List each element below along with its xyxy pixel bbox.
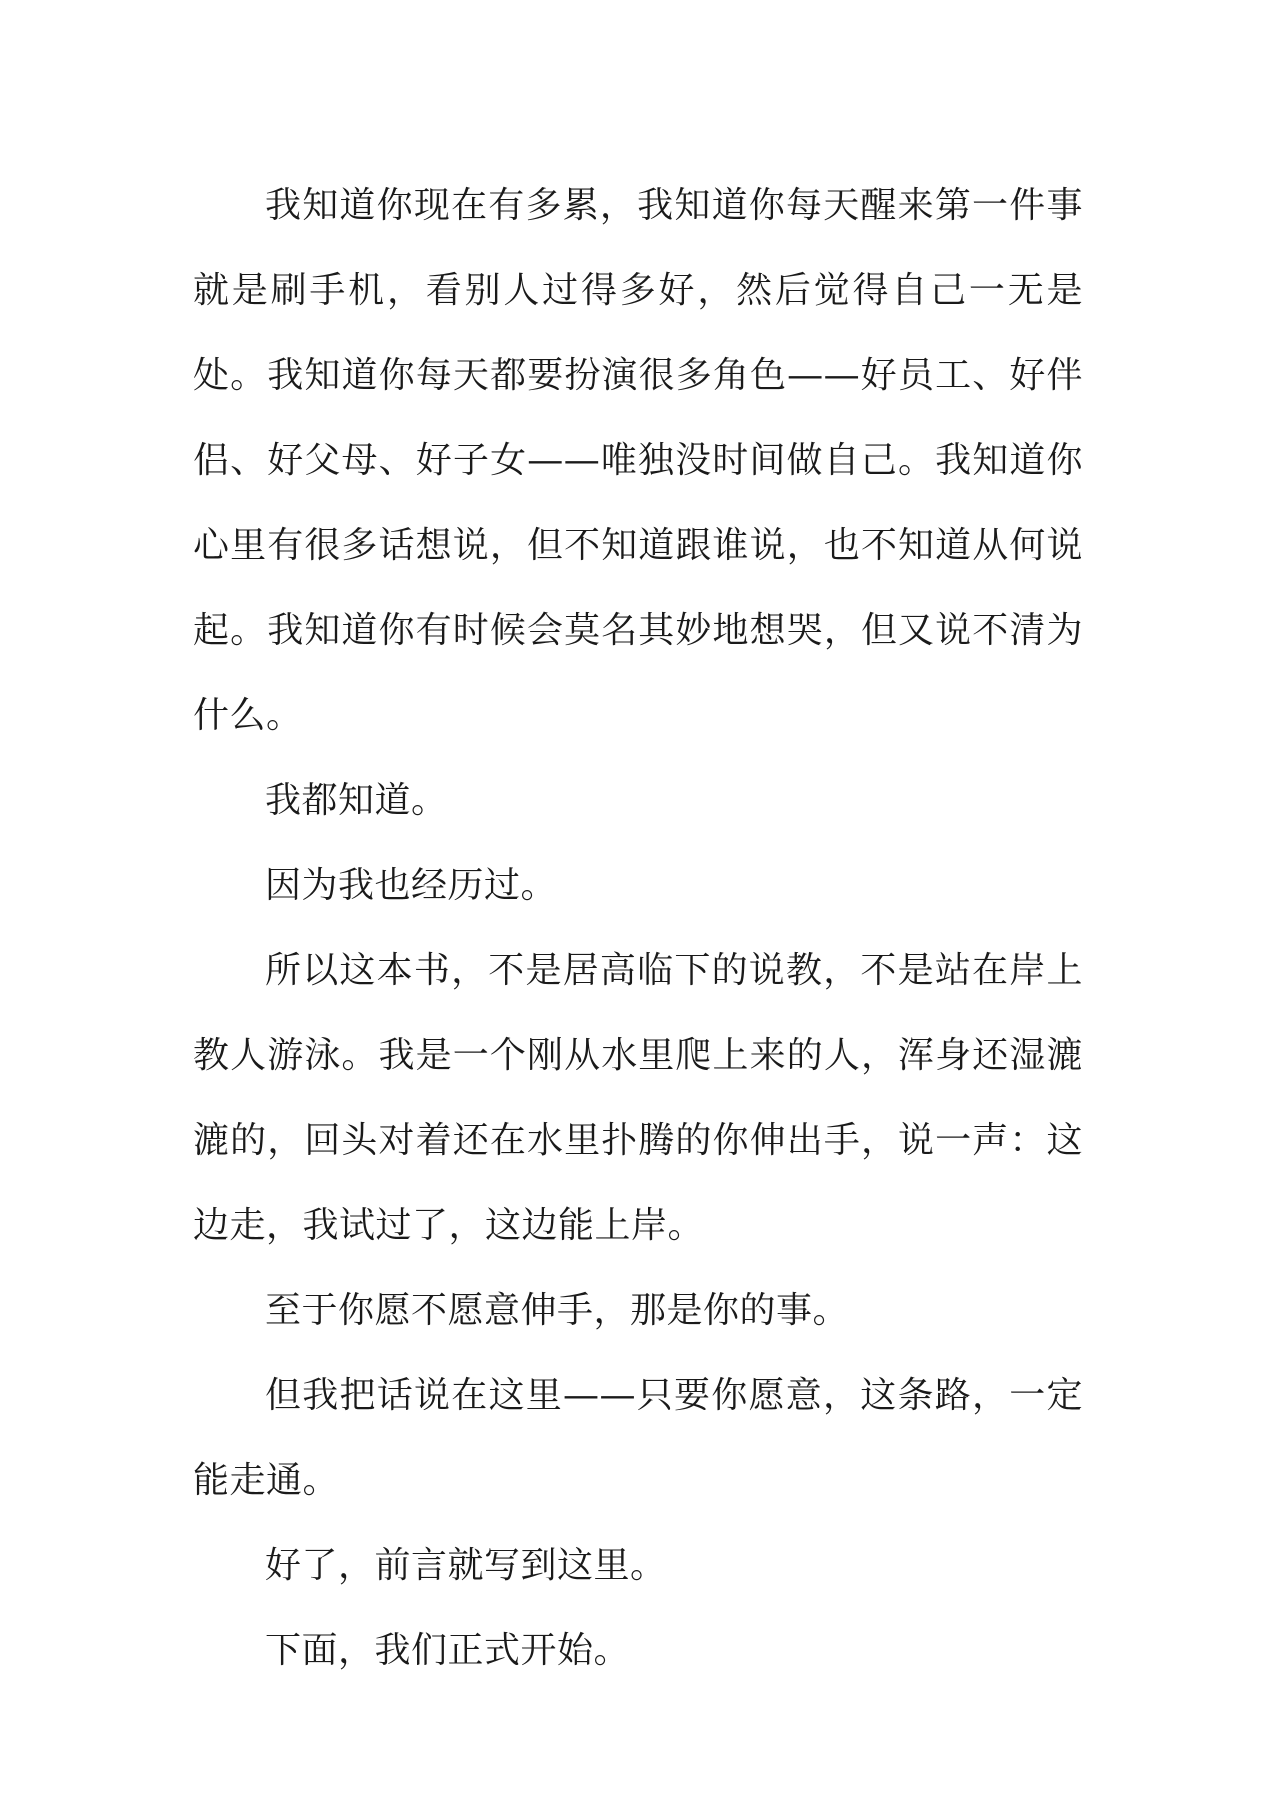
paragraph-5: 至于你愿不愿意伸手，那是你的事。: [265, 1290, 850, 1331]
paragraph-8: 下面，我们正式开始。: [265, 1630, 631, 1671]
paragraph-4: 所以这本书，不是居高临下的说教，不是站在岸上教人游泳。我是一个刚从水里爬上来的人，浑身还湿漉漉的，回头对着还在水里扑腾的你伸出手，说一声：这边走，我试过了，这边能上岸。: [193, 950, 1083, 1246]
paragraph-6: 但我把话说在这里——只要你愿意，这条路，一定能走通。: [193, 1375, 1083, 1501]
paragraph-3: 因为我也经历过。: [265, 865, 558, 906]
paragraph-2: 我都知道。: [265, 780, 448, 821]
paragraph-1: 我知道你现在有多累，我知道你每天醒来第一件事就是刷手机，看别人过得多好，然后觉得自己一无是处。我知道你每天都要扮演很多角色——好员工、好伴侣、好父母、好子女——唯独没时间做自己。我知道你心里有很多话想说，但不知道跟谁说，也不知道从何说起。我知道你有时候会莫名其妙地想哭，但又说不清为什么。: [193, 185, 1083, 736]
preface-body: [193, 163, 1083, 1693]
paragraph-7: 好了，前言就写到这里。: [265, 1545, 667, 1586]
